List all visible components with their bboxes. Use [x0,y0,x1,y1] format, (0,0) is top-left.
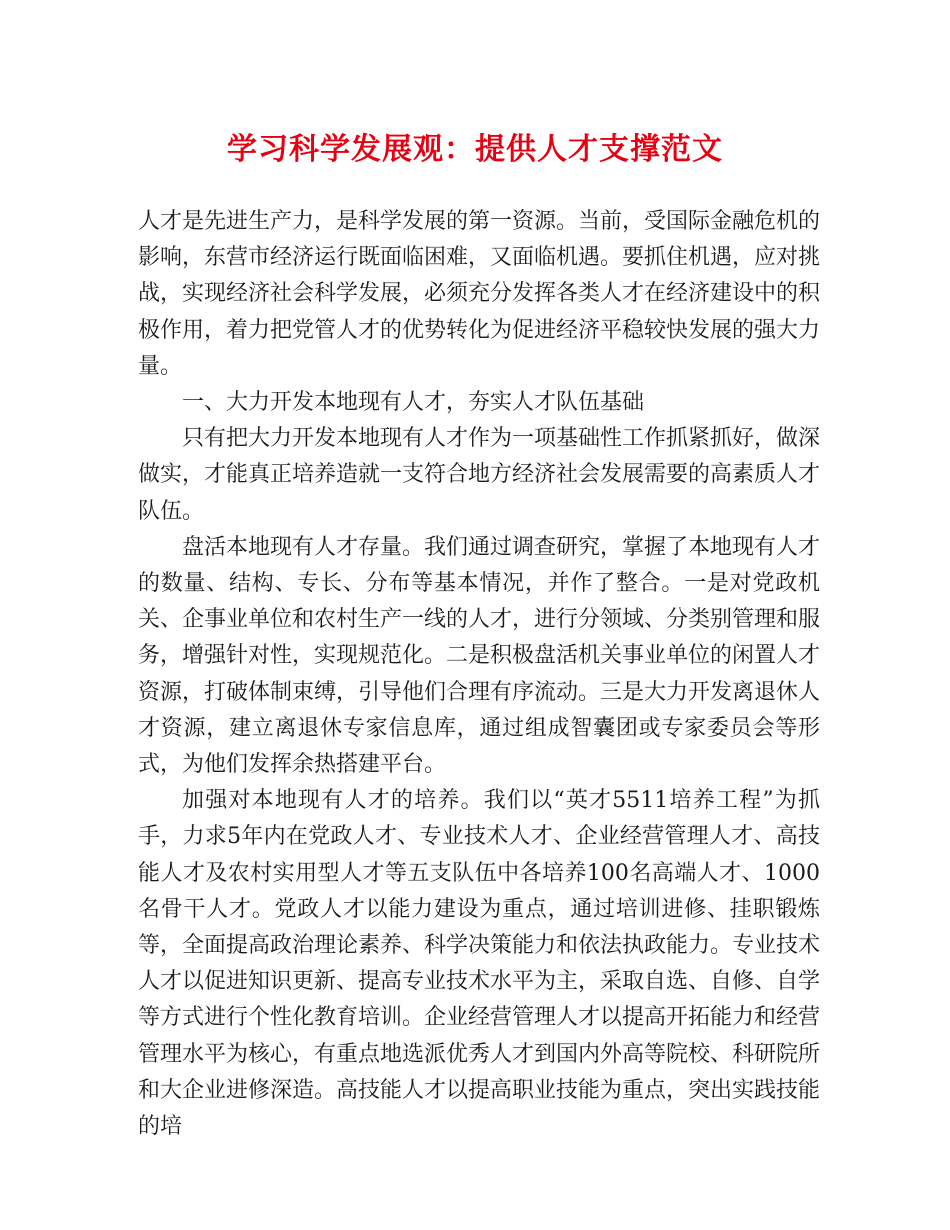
section-heading-1: 一、大力开发本地现有人才，夯实人才队伍基础 [182,390,645,416]
paragraph-talent-training: 加强对本地现有人才的培养。我们以“英才5511培养工程”为抓手，力求5年内在党政人才、专业技术人才、企业经营管理人才、高技能人才及农村实用型人才等五支队伍中各培养100名高端人才、1000名骨干人才。党政人才以能力建设为重点，通过培训进修、挂职锻炼等，全面提高政治理论素养、科学决策能力和依法执政能力。专业技术人才以促进知识更新、提高专业技术水平为主，采取自选、自修、自学等方式进行个性化教育培训。企业经营管理人才以提高开拓能力和经营管理水平为核心，有重点地选派优秀人才到国内外高等院校、科研院所和大企业进修深造。高技能人才以提高职业技能为重点，突出实践技能的培 [138,788,821,1140]
paragraph-section-1-intro: 只有把大力开发本地现有人才作为一项基础性工作抓紧抓好，做深做实，才能真正培养造就一支符合地方经济社会发展需要的高素质人才队伍。 [138,426,821,524]
paragraph-talent-stock: 盘活本地现有人才存量。我们通过调查研究，掌握了本地现有人才的数量、结构、专长、分布等基本情况，并作了整合。一是对党政机关、企事业单位和农村生产一线的人才，进行分领域、分类别管理和服务，增强针对性，实现规范化。二是积极盘活机关事业单位的闲置人才资源，打破体制束缚，引导他们合理有序流动。三是大力开发离退休人才资源，建立离退休专家信息库，通过组成智囊团或专家委员会等形式，为他们发挥余热搭建平台。 [138,534,821,778]
paragraph-intro: 人才是先进生产力，是科学发展的第一资源。当前，受国际金融危机的影响，东营市经济运行既面临困难，又面临机遇。要抓住机遇，应对挑战，实现经济社会科学发展，必须充分发挥各类人才在经济建设中的积极作用，着力把党管人才的优势转化为促进经济平稳较快发展的强大力量。 [138,209,821,379]
document-body [138,204,820,1145]
document-title: 学习科学发展观：提供人才支撑范文 [227,132,723,167]
